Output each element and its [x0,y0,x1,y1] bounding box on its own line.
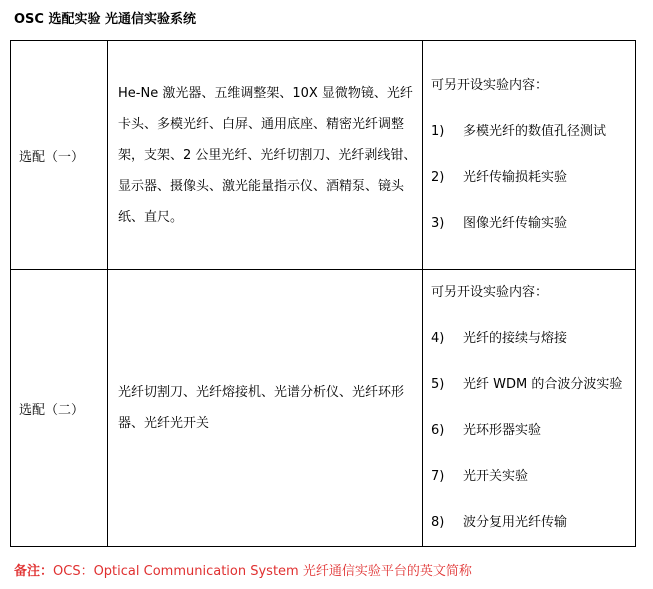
equipment-list: 光纤切割刀、光纤熔接机、光谱分析仪、光纤环形器、光纤光开关 [118,385,405,431]
list-item [431,201,635,247]
item-number: 8) [431,515,445,530]
list-item [431,109,635,155]
list-item [431,408,635,454]
list-item [431,454,635,500]
item-number: 4) [431,331,445,346]
list-item [431,316,635,362]
item-number: 1) [431,124,445,139]
table-row [11,41,636,270]
item-name: 光纤传输损耗实验 [463,170,568,185]
list-item [431,362,635,408]
item-number: 6) [431,423,445,438]
equipment-cell [108,41,423,270]
row-label: 选配（一） [11,41,108,270]
experiments-header: 可另开设实验内容： [431,78,549,93]
footnote [14,560,472,579]
item-name: 光环形器实验 [463,423,542,438]
item-number: 7) [431,469,445,484]
item-name: 光纤的接续与熔接 [463,331,568,346]
item-number: 2) [431,170,445,185]
footnote-text: OCS：Optical Communication System 光纤通信实验平台的英文简称 [53,564,472,579]
row-label: 选配（二） [11,270,108,547]
experiments-cell [423,270,636,547]
experiments-header: 可另开设实验内容： [431,285,549,300]
experiments-cell [423,41,636,270]
item-name: 光开关实验 [463,469,529,484]
table-row [11,270,636,547]
item-number: 3) [431,216,445,231]
list-item [431,155,635,201]
item-name: 多模光纤的数值孔径测试 [463,124,607,139]
item-name: 波分复用光纤传输 [463,515,568,530]
item-number: 5) [431,377,445,392]
options-table [10,40,636,547]
item-name: 光纤 WDM 的合波分波实验 [463,377,623,392]
page-title: OSC 选配实验 光通信实验系统 [14,12,197,27]
equipment-cell [108,270,423,547]
item-name: 图像光纤传输实验 [463,216,568,231]
equipment-list: He-Ne 激光器、五维调整架、10X 显微物镜、光纤卡头、多模光纤、白屏、通用底座、精密光纤调整架，支架、2 公里光纤、光纤切割刀、光纤剥线钳、显示器、摄像头、激光能量指示仪、酒精泵、镜头纸、直尺。 [118,85,417,225]
footnote-label: 备注： [14,564,54,579]
list-item [431,500,635,546]
